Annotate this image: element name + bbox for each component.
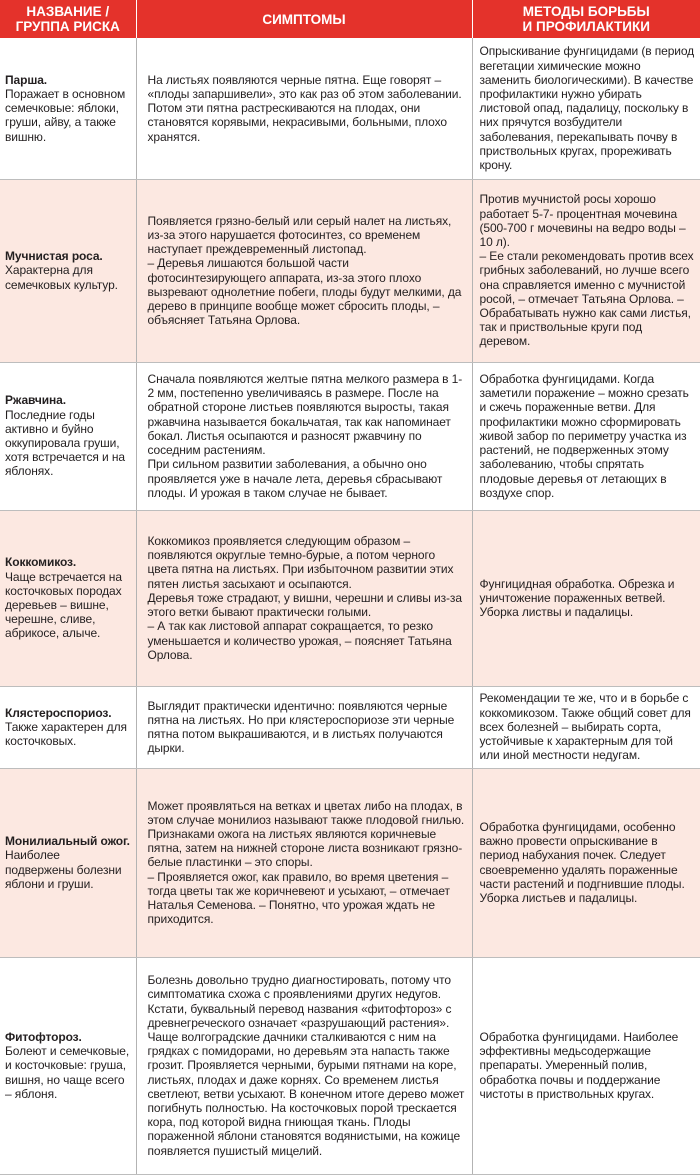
symptoms-text: Может проявляться на ветках и цветах либо на плодах, в этом случае монилиоз называют также плодовой гнилью. Признаками ожога на листьях являются коричневые пятна, затем на нижней стороне листа возникают грязно-белые пластинки – это споры. – Проявляется ожог, как правило, во время цветения – тогда цветы так же коричневеют и усыхают, – отмечает Наталья Семенова. – Понятно, что урожая ждать не приходится. bbox=[147, 798, 465, 927]
methods-text: Обработка фунгицидами. Когда заметили поражение – можно срезать и сжечь пораженные ветви. Для профилактики можно сформировать живой забор по периметру участка из растений, не подверженных этому заболеванию, чтобы спрятать плодовые деревья от летающих в воздухе спор. bbox=[479, 372, 689, 500]
methods-text: Обработка фунгицидами, особенно важно провести опрыскивание в период набухания почек. Следует своевременно удалять пораженные части растений и подгнившие плоды. Уборка листьев и падалицы. bbox=[479, 819, 685, 905]
methods-text: Против мучнистой росы хорошо работает 5-7- процентная мочевина (500-700 г мочевины на ведро воды – 10 л). – Ее стали рекомендовать против всех грибных заболеваний, но лучше всего она справляется именно с мучнистой росой, – отмечает Татьяна Орлова. – Обрабатывать нужно как сами листья, так и приствольные круги под деревом. bbox=[479, 192, 694, 349]
risk-group: Чаще встречается на косточковых породах деревьев – вишне, черешне, сливе, абрикосе, алыче. bbox=[5, 569, 122, 641]
methods-text: Фунгицидная обработка. Обрезка и уничтожение пораженных ветвей. Уборка листвы и падалицы. bbox=[479, 576, 675, 620]
header-symptoms-label: СИМПТОМЫ bbox=[262, 11, 346, 27]
disease-name-cell bbox=[0, 510, 136, 686]
symptoms-cell bbox=[136, 957, 472, 1174]
symptoms-cell bbox=[136, 362, 472, 510]
methods-text: Обработка фунгицидами. Наиболее эффективны медьсодержащие препараты. Умеренный полив, обработка почвы и поддержание чистоты в приствольных кругах. bbox=[479, 1029, 679, 1101]
disease-name-cell bbox=[0, 686, 136, 768]
table-row-coccomycosis bbox=[0, 510, 700, 686]
disease-name: Фитофтороз. bbox=[5, 1029, 82, 1044]
table-row-clasterosporiosis bbox=[0, 686, 700, 768]
table-row-rust bbox=[0, 362, 700, 510]
disease-name-cell bbox=[0, 38, 136, 179]
methods-cell bbox=[472, 38, 700, 179]
methods-text: Рекомендации те же, что и в борьбе с коккомикозом. Также общий совет для всех болезней – выбирать сорта, устойчивые к характерным для той или иной местности недугам. bbox=[479, 691, 691, 763]
disease-name: Коккомикоз. bbox=[5, 555, 77, 570]
methods-cell bbox=[472, 686, 700, 768]
disease-name: Клястероспориоз. bbox=[5, 705, 112, 720]
symptoms-text: На листьях появляются черные пятна. Еще говорят – «плоды запаршивели», это как раз об этом заболевании. Потом эти пятна растрескиваются на плодах, они становятся корявыми, некрасивыми, больными, плохо хранятся. bbox=[147, 72, 462, 144]
methods-cell bbox=[472, 957, 700, 1174]
methods-cell bbox=[472, 768, 700, 957]
methods-cell bbox=[472, 179, 700, 362]
symptoms-text: Сначала появляются желтые пятна мелкого размера в 1-2 мм, постепенно увеличиваясь в размере. После на обратной стороне листьев появляются выросты, такая ржавчина называется бокальчатая, так как напоминает бокал. Листья осыпаются и разносят ржавчину по соседним растениям. При сильном развитии заболевания, а обычно оно проявляется уже в начале лета, деревья сбрасывают плоды. И урожая в таком случае не бывает. bbox=[147, 372, 463, 500]
disease-name: Мучнистая роса. bbox=[5, 249, 103, 264]
risk-group: Также характерен для косточковых. bbox=[5, 719, 127, 749]
disease-name: Ржавчина. bbox=[5, 393, 66, 408]
risk-group: Наиболее подвержены болезни яблони и груши. bbox=[5, 848, 122, 891]
risk-group: Болеют и семечковые, и косточковые: груша, вишня, но чаще всего – яблоня. bbox=[5, 1044, 130, 1101]
methods-cell bbox=[472, 510, 700, 686]
header-symptoms bbox=[136, 0, 472, 38]
disease-name-cell bbox=[0, 362, 136, 510]
methods-cell bbox=[472, 362, 700, 510]
symptoms-cell bbox=[136, 768, 472, 957]
risk-group: Последние годы активно и буйно оккупировала груши, хотя встречается и на яблонях. bbox=[5, 407, 125, 479]
header-name-group-label: НАЗВАНИЕ / ГРУППА РИСКА bbox=[15, 4, 120, 34]
symptoms-cell bbox=[136, 686, 472, 768]
table-row-monilial-burn bbox=[0, 768, 700, 957]
header-name-group bbox=[0, 0, 136, 38]
disease-name: Парша. bbox=[5, 72, 48, 87]
symptoms-cell bbox=[136, 510, 472, 686]
symptoms-text: Коккомикоз проявляется следующим образом – появляются округлые темно-бурые, а потом черного цвета пятна на листьях. При избыточном развитии этих пятен листья засыхают и осыпаются. Деревья тоже страдают, у вишни, черешни и сливы из-за этого ветки бывают практически голыми. – А так как листовой аппарат сокращается, то резко уменьшается и количество урожая, – поясняет Татьяна Орлова. bbox=[147, 534, 462, 662]
methods-text: Опрыскивание фунгицидами (в период вегетации химические можно заменить биологическими). В качестве профилактики нужно убирать листовой опад, падалицу, поскольку в них прячутся возбудители заболевания, перекапывать почву в приствольных кругах, прореживать крону. bbox=[479, 44, 695, 172]
disease-name-cell bbox=[0, 179, 136, 362]
header-methods-label: МЕТОДЫ БОРЬБЫ И ПРОФИЛАКТИКИ bbox=[522, 4, 650, 34]
table-row-powdery-mildew bbox=[0, 179, 700, 362]
symptoms-text: Болезнь довольно трудно диагностировать, потому что симптоматика схожа с проявлениями других недугов. Кстати, буквальный перевод названия «фитофтороз» с древнегреческого означает «разрушающий растения». Чаще волгоградские дачники сталкиваются с ним на грядках с помидорами, но деревьям эта напасть также грозит. Проявляется черными, бурыми пятнами на коре, листьях, плодах и даже корнях. Со временем листья светлеют, ветви усыхают. В конечном итоге дерево может погибнуть полностью. На косточковых порой трескается кора, под которой видна гниющая ткань. Плоды пораженной яблони становятся водянистыми, на кожице появляется пушистый мицелий. bbox=[147, 973, 465, 1158]
risk-group: Поражает в основном семечковые: яблоки, груши, айву, а также вишню. bbox=[5, 86, 126, 144]
symptoms-text: Выглядит практически идентично: появляются черные пятна на листьях. Но при клястероспориозе эти черные пятна потом выкрашиваются, и в листьях получаются дырки. bbox=[147, 698, 455, 756]
disease-name: Монилиальный ожог. bbox=[5, 834, 130, 849]
disease-name-cell bbox=[0, 768, 136, 957]
table-row-scab bbox=[0, 38, 700, 179]
symptoms-cell bbox=[136, 38, 472, 179]
table-header bbox=[0, 0, 700, 38]
symptoms-text: Появляется грязно-белый или серый налет на листьях, из-за этого нарушается фотосинтез, со временем наступает преждевременный листопад. – Деревья лишаются большой части фотосинтезирующего аппарата, из-за этого плохо вызревают однолетние побеги, плоды будут мелкими, да дерево в принципе вообще может сбросить плоды, – объясняет Татьяна Орлова. bbox=[147, 213, 462, 328]
disease-name-cell bbox=[0, 957, 136, 1174]
risk-group: Характерна для семечковых культур. bbox=[5, 263, 118, 292]
symptoms-cell bbox=[136, 179, 472, 362]
table-row-phytophthora bbox=[0, 957, 700, 1174]
header-methods bbox=[472, 0, 700, 38]
